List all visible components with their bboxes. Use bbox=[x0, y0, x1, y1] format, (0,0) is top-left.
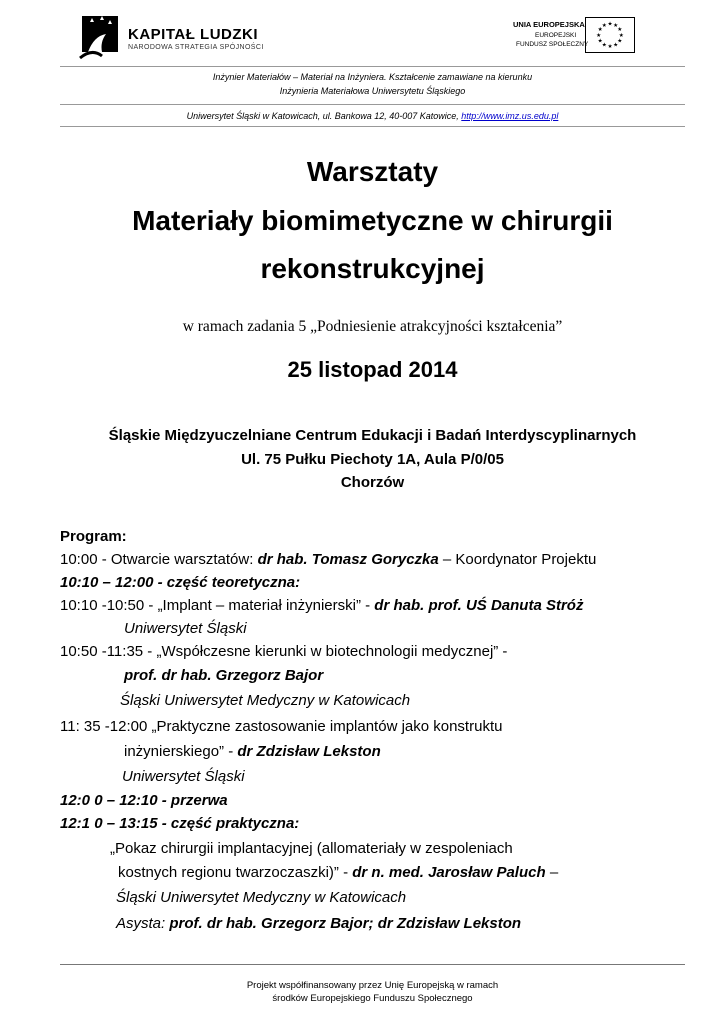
program-item-demo-cont bbox=[118, 864, 558, 881]
footer-line-1: Projekt współfinansowany przez Unię Europejską w ramach bbox=[246, 980, 499, 991]
title-line-3: rekonstrukcyjnej bbox=[260, 253, 485, 284]
affiliation: Uniwersytet Śląski bbox=[124, 620, 247, 637]
affiliation: Uniwersytet Śląski bbox=[122, 768, 245, 785]
title-line-1: Warsztaty bbox=[306, 156, 439, 187]
svg-text:★: ★ bbox=[597, 38, 603, 45]
program-text: – Koordynator Projektu bbox=[438, 551, 597, 568]
program-item-biotech: 10:50 -11:35 - „Współczesne kierunki w biotechnologii medycznej” - bbox=[60, 643, 508, 660]
eu-label: UNIA EUROPEJSKA bbox=[513, 20, 585, 29]
affiliation: Śląski Uniwersytet Medyczny w Katowicach bbox=[116, 889, 407, 906]
speaker-name: dr hab. Tomasz Goryczka bbox=[257, 551, 439, 568]
svg-text:★: ★ bbox=[618, 32, 624, 39]
subtitle: w ramach zadania 5 „Podniesienie atrakcyjności kształcenia” bbox=[182, 318, 563, 335]
venue-line-1: Śląskie Międzyuczelniane Centrum Edukacji i Badań Interdyscyplinarnych bbox=[108, 427, 637, 444]
kapital-ludzki-logo-icon bbox=[76, 12, 124, 62]
footer-line-2: środków Europejskiego Funduszu Społecznego bbox=[272, 993, 473, 1004]
title-line-2: Materiały biomimetyczne w chirurgii bbox=[132, 205, 613, 236]
program-item-implant bbox=[60, 597, 583, 614]
address-divider-top bbox=[60, 104, 685, 105]
assist-label: Asysta: bbox=[116, 915, 170, 932]
speaker-name: dr hab. prof. UŚ Danuta Stróż bbox=[374, 597, 584, 614]
svg-text:★: ★ bbox=[617, 38, 623, 45]
program-item-demo: „Pokaz chirurgii implantacyjnej (allomateriały w zespoleniach bbox=[110, 840, 513, 857]
svg-text:★: ★ bbox=[607, 21, 613, 28]
header-divider bbox=[60, 66, 685, 67]
logo-subtitle: NARODOWA STRATEGIA SPÓJNOŚCI bbox=[128, 44, 264, 51]
address-text: Uniwersytet Śląski w Katowicach, ul. Bankowa 12, 40-007 Katowice, bbox=[186, 111, 462, 121]
venue-line-3: Chorzów bbox=[340, 474, 405, 491]
eu-fund-label-2: FUNDUSZ SPOŁECZNY bbox=[516, 41, 589, 48]
eu-fund-label-1: EUROPEJSKI bbox=[535, 32, 577, 39]
footer-divider bbox=[60, 964, 685, 965]
program-text: kostnych regionu twarzoczaszki)” - bbox=[118, 864, 353, 881]
program-assist bbox=[116, 915, 521, 932]
svg-text:★: ★ bbox=[596, 32, 602, 39]
program-section-theory: 10:10 – 12:00 - część teoretyczna: bbox=[60, 574, 301, 591]
speaker-name: dr n. med. Jarosław Paluch bbox=[352, 864, 546, 881]
eu-flag-icon bbox=[585, 17, 635, 53]
program-text: – bbox=[545, 864, 559, 881]
speaker-name: dr Zdzisław Lekston bbox=[237, 743, 381, 760]
venue-line-2: Ul. 75 Pułku Piechoty 1A, Aula P/0/05 bbox=[241, 451, 504, 468]
project-line-1: Inżynier Materiałów – Materiał na Inżyniera. Kształcenie zamawiane na kierunku bbox=[212, 72, 533, 82]
program-item-practical-use-cont bbox=[124, 743, 381, 760]
assist-names: prof. dr hab. Grzegorz Bajor; dr Zdzisław Lekston bbox=[169, 915, 522, 932]
logo-title: KAPITAŁ LUDZKI bbox=[128, 26, 259, 43]
svg-text:★: ★ bbox=[601, 23, 607, 30]
program-section-practical: 12:1 0 – 13:15 - część praktyczna: bbox=[60, 815, 300, 832]
svg-text:★: ★ bbox=[617, 27, 623, 34]
affiliation: Śląski Uniwersytet Medyczny w Katowicach bbox=[120, 692, 411, 709]
svg-text:★: ★ bbox=[601, 42, 607, 49]
program-item-opening bbox=[60, 551, 596, 568]
address-line bbox=[60, 111, 685, 121]
project-line-2: Inżynieria Materiałowa Uniwersytetu Śląskiego bbox=[279, 86, 466, 96]
speaker-name: prof. dr hab. Grzegorz Bajor bbox=[124, 667, 324, 684]
program-heading: Program: bbox=[60, 528, 127, 545]
program-text: 10:10 -10:50 - „Implant – materiał inżynierski” - bbox=[60, 597, 375, 614]
program-text: 10:00 - Otwarcie warsztatów: bbox=[60, 551, 258, 568]
website-link[interactable]: http://www.imz.us.edu.pl bbox=[461, 111, 559, 121]
program-break: 12:0 0 – 12:10 - przerwa bbox=[60, 792, 228, 809]
program-text: inżynierskiego” - bbox=[124, 743, 238, 760]
program-item-practical-use: 11: 35 -12:00 „Praktyczne zastosowanie implantów jako konstruktu bbox=[60, 718, 503, 735]
svg-text:★: ★ bbox=[607, 44, 613, 51]
svg-text:★: ★ bbox=[597, 27, 603, 34]
svg-text:★: ★ bbox=[613, 23, 619, 30]
event-date: 25 listopad 2014 bbox=[287, 357, 458, 382]
svg-text:★: ★ bbox=[613, 42, 619, 49]
address-divider-bottom bbox=[60, 126, 685, 127]
